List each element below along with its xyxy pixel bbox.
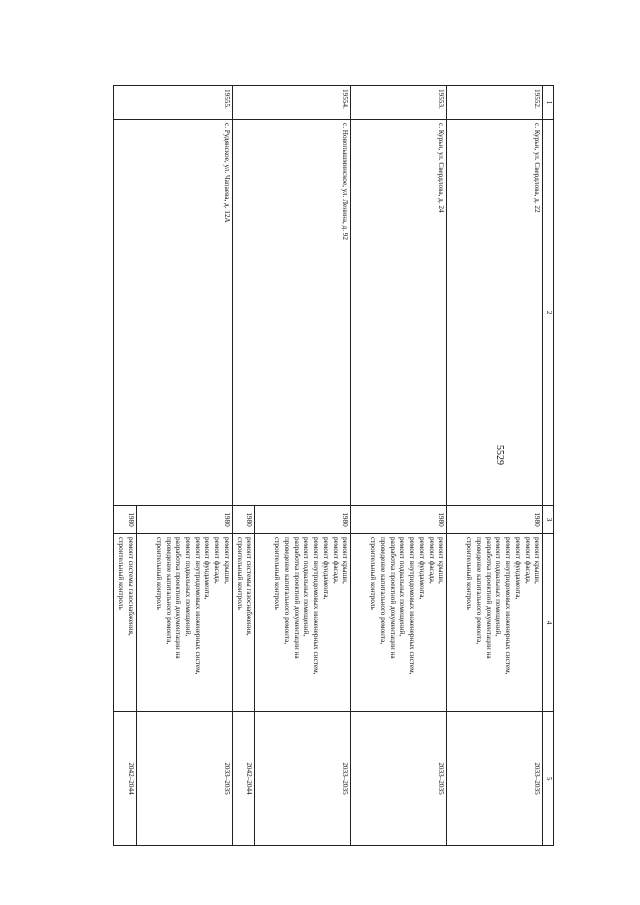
column-header: 5 [543,712,554,846]
table-row [136,86,232,846]
table-row [351,86,447,846]
address-cell: с. Курьи, ул. Свердлова, д. 22 [447,120,543,506]
works-cell: ремонт крыши, ремонт фасада, ремонт фундамента, ремонт внутридомовых инженерных систем, ремонт подвальных помещений, разработка проектной документации на проведение капитального ремонта, строительный контроль [351,534,447,712]
period-cell: 2033–2035 [255,712,351,846]
repair-schedule-table [113,85,554,846]
year-cell: 1980 [232,506,254,534]
year-cell: 1980 [447,506,543,534]
year-cell: 1980 [136,506,232,534]
column-header: 2 [543,120,554,506]
table-row [255,86,351,846]
row-number: 19553. [351,86,447,120]
period-cell: 2042–2044 [114,712,136,846]
period-cell: 2042–2044 [232,712,254,846]
period-cell: 2033–2035 [351,712,447,846]
table-row [447,86,543,846]
row-number: 19552. [447,86,543,120]
period-cell: 2033–2035 [447,712,543,846]
works-cell: ремонт системы газоснабжения, строительный контроль [114,534,136,712]
address-cell: с. Рудянское, ул. Чапаева, д. 12А [114,120,232,506]
year-cell: 1980 [351,506,447,534]
works-cell: ремонт крыши, ремонт фасада, ремонт фундамента, ремонт внутридомовых инженерных систем, ремонт подвальных помещений, разработка проектной документации на проведение капитального ремонта, строительный контроль [255,534,351,712]
year-cell: 1980 [255,506,351,534]
address-cell: с. Курьи, ул. Свердлова, д. 24 [351,120,447,506]
address-cell: с. Новопышминское, ул. Ленина, д. 92 [232,120,350,506]
table-header-row [543,86,554,846]
year-cell: 1980 [114,506,136,534]
column-header: 1 [543,86,554,120]
rotated-table-container [88,85,554,845]
row-number: 19555. [114,86,232,120]
works-cell: ремонт системы газоснабжения, строительный контроль [232,534,254,712]
works-cell: ремонт крыши, ремонт фасада, ремонт фундамента, ремонт внутридомовых инженерных систем, ремонт подвальных помещений, разработка проектной документации на проведение капитального ремонта, строительный контроль [136,534,232,712]
column-header: 3 [543,506,554,534]
column-header: 4 [543,534,554,712]
row-number: 19554. [232,86,350,120]
page-number: 5529 [494,445,505,465]
period-cell: 2033–2035 [136,712,232,846]
works-cell: ремонт крыши, ремонт фасада, ремонт фундамента, ремонт внутридомовых инженерных систем, ремонт подвальных помещений, разработка проектной документации на проведение капитального ремонта, строительный контроль [447,534,543,712]
